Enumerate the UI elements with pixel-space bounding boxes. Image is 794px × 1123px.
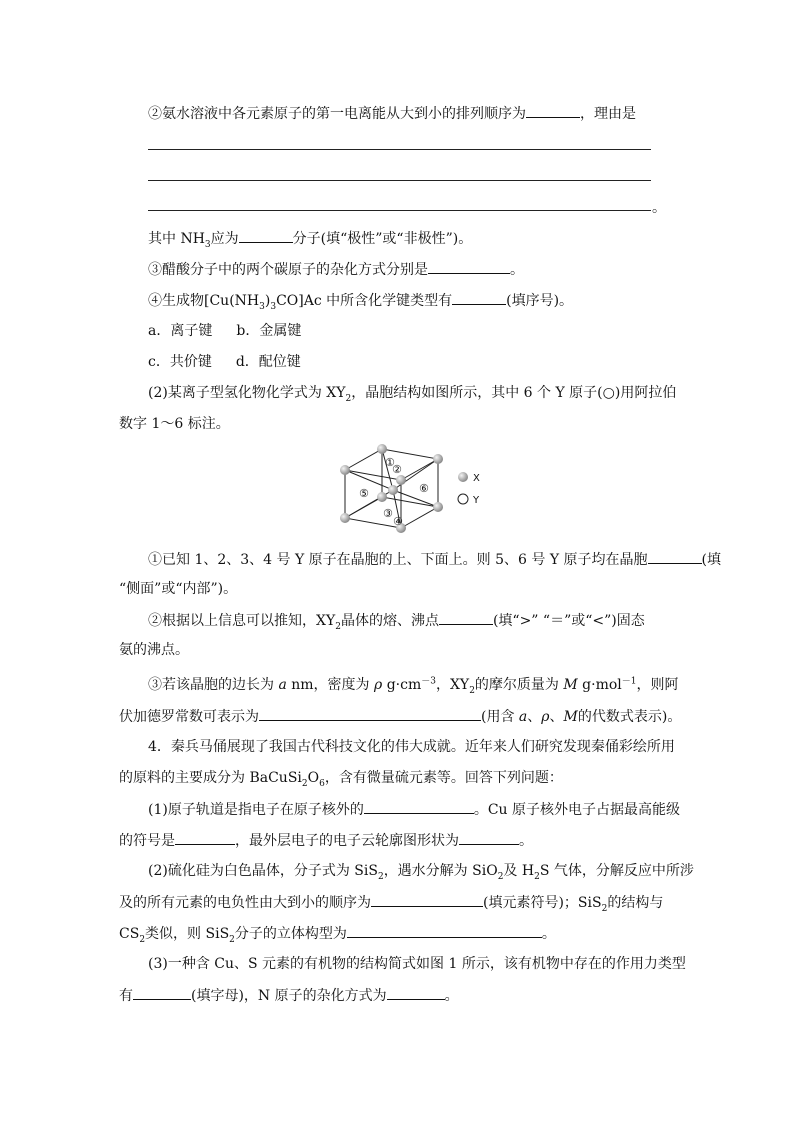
x-atom [377, 444, 387, 454]
answer-blank[interactable] [175, 830, 235, 845]
text: 。 [519, 833, 533, 849]
text: 数字 1～6 标注。 [119, 416, 230, 432]
q3-item4 [148, 290, 708, 311]
text: 的结构与 [607, 895, 664, 911]
text: ，含有微量硫元素等。回答下列问题： [324, 770, 563, 786]
legend-x-swatch [458, 472, 468, 482]
q4-part1 [148, 799, 708, 820]
q4-part3-line2 [119, 985, 679, 1006]
answer-blank[interactable] [452, 290, 506, 305]
subscript: 2 [345, 393, 352, 404]
subscript: 3 [270, 301, 277, 312]
q3-item3 [148, 259, 708, 280]
x-atom [388, 485, 398, 495]
answer-blank[interactable] [439, 610, 493, 625]
answer-line-1[interactable] [148, 149, 651, 150]
text: 4．秦兵马俑展现了我国古代科技文化的伟大成就。近年来人们研究发现秦俑彩绘所用 [148, 739, 675, 755]
y-atom-2: ② [392, 463, 402, 476]
answer-blank[interactable] [364, 799, 474, 814]
text: ③若该晶胞的边长为 [148, 677, 279, 693]
var-M: M [563, 709, 578, 725]
subscript: 2 [469, 685, 475, 696]
legend-y-label: Y [473, 495, 480, 506]
answer-blank[interactable] [387, 985, 445, 1000]
subscript: 2 [229, 934, 235, 945]
answer-blank[interactable] [459, 830, 519, 845]
subscript: 3 [204, 239, 211, 250]
subscript: 2 [601, 903, 608, 914]
text: ，则阿 [636, 677, 679, 693]
text: 。 [541, 926, 556, 942]
text: ，最外层电子的电子云轮廓图形状为 [235, 833, 459, 849]
q3-sub2 [148, 610, 708, 631]
legend-y-swatch [458, 494, 468, 504]
answer-blank[interactable] [371, 892, 483, 907]
q3-sub1-line2 [119, 579, 679, 599]
text: ①已知 1、2、3、4 号 Y 原子在晶胞的上、下面上。则 5、6 号 Y 原子均在晶胞 [148, 552, 648, 568]
q4-part3 [148, 954, 708, 974]
text: ③醋酸分子中的两个碳原子的杂化方式分别是 [148, 262, 428, 278]
subscript: 2 [497, 871, 504, 882]
y-atom-6: ⑥ [419, 482, 429, 495]
q3-sub3 [148, 675, 708, 695]
text: (1)原子轨道是指电子在原子核外的 [148, 802, 364, 818]
q4-part2-line3 [119, 923, 679, 944]
text: 。 [510, 262, 524, 278]
x-atom [340, 465, 350, 475]
text: ，晶胞结构如图所示，其中 6 个 Y 原子(○)用阿拉伯 [351, 385, 677, 401]
text: ) [264, 293, 271, 309]
q4-part2 [148, 861, 708, 881]
text: 的摩尔质量为 [474, 677, 564, 693]
text: ，XY [435, 677, 470, 693]
text: 分子的立体构型为 [234, 926, 347, 942]
text: (填序号)。 [506, 293, 574, 309]
text: ②根据以上信息可以推知，XY [148, 613, 336, 629]
text: “侧面”或“内部”)。 [119, 581, 238, 597]
answer-line-2[interactable] [148, 180, 651, 181]
answer-blank[interactable] [133, 985, 191, 1000]
text: CS [119, 926, 140, 942]
answer-period [652, 198, 672, 218]
text: nm，密度为 [286, 677, 375, 693]
subscript: 2 [534, 871, 540, 882]
option-a: a．离子键 [148, 323, 213, 339]
subscript: 2 [377, 871, 384, 882]
text: S 气体，分解反应中所涉 [539, 863, 694, 879]
subscript: 6 [319, 778, 325, 789]
text: 应为 [210, 231, 239, 247]
text: 的符号是 [119, 833, 175, 849]
q3-sub3-line2 [119, 706, 682, 727]
text: 晶体的熔、沸点 [340, 613, 439, 629]
text: g·cm [382, 677, 422, 693]
legend-x-label: X [473, 473, 480, 484]
var-rho: ρ [374, 677, 383, 693]
var-M: M [563, 677, 578, 693]
superscript: －1 [621, 676, 637, 687]
q4-intro-line2 [119, 768, 679, 788]
y-atom-4: ④ [393, 515, 403, 528]
crystal-cell-figure [335, 444, 495, 534]
option-b: b．金属键 [236, 323, 302, 339]
answer-blank[interactable] [347, 923, 542, 938]
crystal-cell-diagram [335, 444, 495, 534]
q3-part2-line1 [148, 383, 708, 403]
answer-blank[interactable] [259, 706, 481, 721]
text: 。 [444, 988, 459, 1004]
text: (2)某离子型氢化物化学式为 XY [148, 385, 346, 401]
text: (填“>” “＝”或“<”)固态 [492, 613, 645, 629]
answer-blank[interactable] [428, 259, 510, 274]
text: 分子(填“极性”或“非极性”)。 [292, 231, 473, 247]
answer-blank[interactable] [526, 103, 580, 118]
var-a: a [518, 709, 528, 725]
q4-part2-line2 [119, 892, 679, 913]
text: 。Cu 原子核外电子占据最高能级 [473, 802, 681, 818]
text: 类似，则 SiS [145, 926, 230, 942]
x-atom [433, 454, 443, 464]
text: ④生成物[Cu(NH [148, 293, 260, 309]
text: 有 [119, 988, 133, 1004]
text: 。 [652, 200, 666, 216]
x-atom [396, 475, 406, 485]
text: 的原料的主要成分为 BaCuSi [119, 770, 302, 786]
text: 、 [527, 709, 542, 725]
q3-sub2-line2 [119, 640, 679, 660]
q3-sub1 [148, 549, 721, 570]
subscript: 2 [301, 778, 308, 789]
q3-part2-line2 [119, 414, 679, 434]
text: 、 [549, 709, 564, 725]
x-atom [340, 513, 350, 523]
superscript: －3 [421, 676, 436, 687]
text: 及的所有元素的电负性由大到小的顺序为 [119, 895, 371, 911]
answer-blank[interactable] [648, 549, 702, 564]
x-atom [433, 502, 443, 512]
options-row-2 [148, 352, 708, 372]
text: g·mol [577, 677, 622, 693]
x-atom [377, 492, 387, 502]
subscript: 2 [139, 934, 146, 945]
subscript: 3 [259, 301, 265, 312]
y-atom-1: ① [385, 456, 395, 469]
option-c: c．共价键 [148, 354, 212, 370]
text: 氨的沸点。 [119, 642, 189, 658]
option-d: d．配位键 [235, 354, 301, 370]
y-atom-3: ③ [383, 507, 393, 520]
text: 及 H [503, 863, 535, 879]
text: (3)一种含 Cu、S 元素的有机物的结构简式如图 1 所示，该有机物中存在的作用力类型 [148, 956, 686, 972]
q3-nh3 [148, 228, 708, 249]
q3-item2 [148, 103, 708, 124]
var-rho: ρ [541, 709, 550, 725]
var-a: a [278, 677, 287, 693]
text: ，遇水分解为 SiO [383, 863, 498, 879]
text: (填元素符号)；SiS [483, 895, 602, 911]
options-row-1 [148, 321, 708, 341]
text: CO]Ac 中所含化学键类型有 [276, 293, 453, 309]
q4-part1-line2 [119, 830, 679, 851]
text: (用含 [481, 709, 519, 725]
text: (填 [701, 552, 721, 568]
text: 其中 NH [148, 231, 205, 247]
text: ②氨水溶液中各元素原子的第一电离能从大到小的排列顺序为 [148, 106, 526, 122]
answer-blank[interactable] [239, 228, 293, 243]
subscript: 2 [335, 621, 341, 632]
text: (2)硫化硅为白色晶体，分子式为 SiS [148, 863, 378, 879]
text: ，理由是 [580, 106, 636, 122]
text: (填字母)，N 原子的杂化方式为 [191, 988, 387, 1004]
answer-line-3[interactable] [148, 210, 651, 211]
q4-intro-line1 [148, 737, 708, 757]
y-atom-5: ⑤ [359, 487, 369, 500]
text: 的代数式表示)。 [577, 709, 682, 725]
text: O [307, 770, 320, 786]
text: 伏加德罗常数可表示为 [119, 709, 259, 725]
